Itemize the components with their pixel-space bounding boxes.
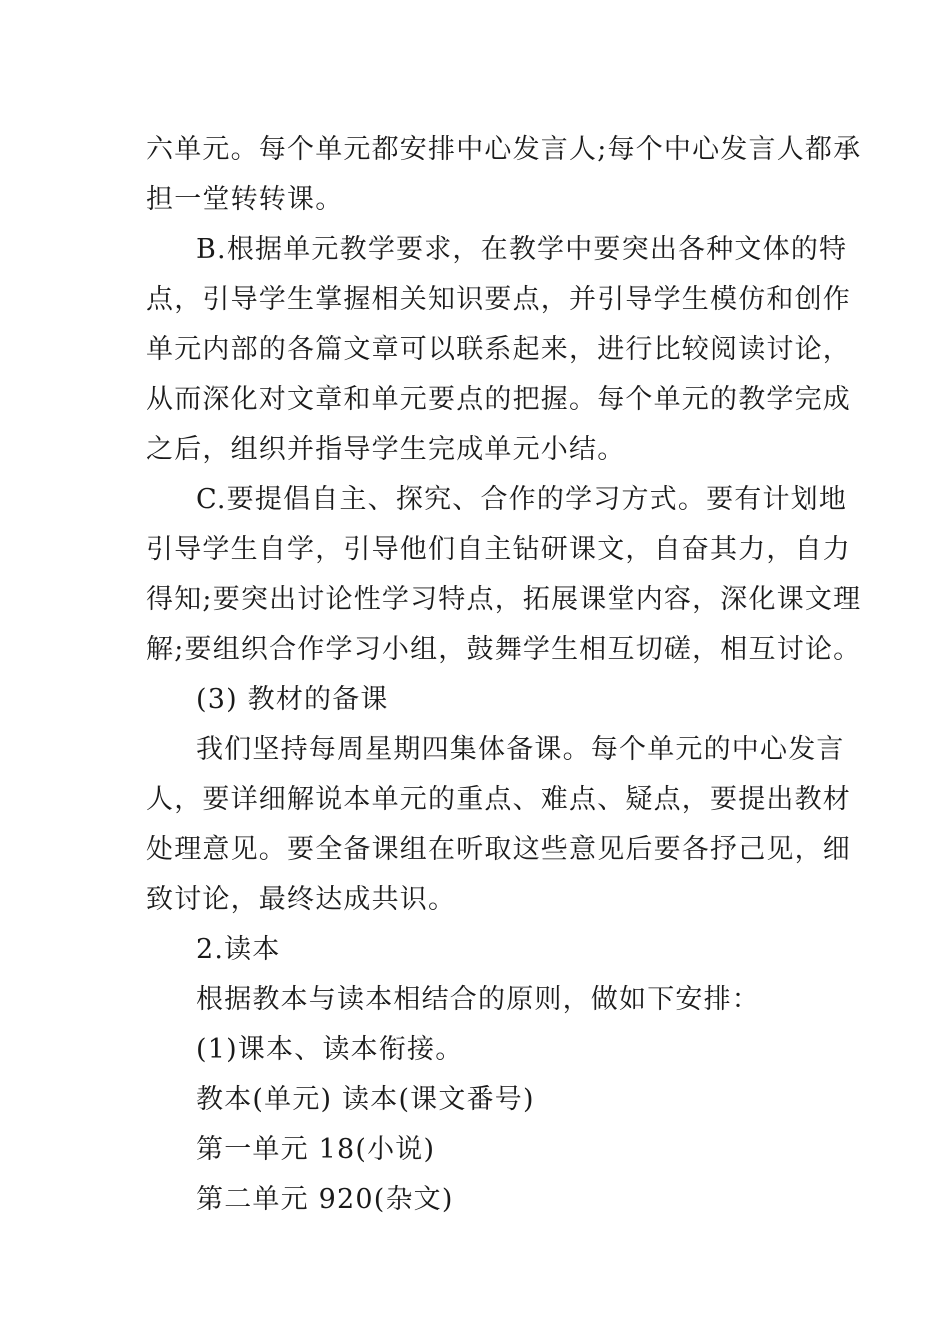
text-line: 之后，组织并指导学生完成单元小结。	[146, 434, 626, 465]
text-line: 我们坚持每周星期四集体备课。每个单元的中心发言	[196, 734, 845, 765]
section-heading: (3) 教材的备课	[196, 684, 389, 715]
text-line: 致讨论，最终达成共识。	[146, 884, 457, 915]
text-line: 引导学生自学，引导他们自主钻研课文，自奋其力，自力	[146, 534, 851, 565]
text-line: 处理意见。要全备课组在听取这些意见后要各抒己见，细	[146, 834, 851, 865]
section-heading: 2.读本	[196, 934, 281, 965]
text-line: 人，要详细解说本单元的重点、难点、疑点，要提出教材	[146, 784, 851, 815]
text-line: 解;要组织合作学习小组，鼓舞学生相互切磋，相互讨论。	[146, 634, 862, 665]
text-line: 单元内部的各篇文章可以联系起来，进行比较阅读讨论，	[146, 334, 851, 365]
text-line: B.根据单元教学要求，在教学中要突出各种文体的特	[196, 234, 848, 265]
text-line: 从而深化对文章和单元要点的把握。每个单元的教学完成	[146, 384, 851, 415]
text-line: 根据教本与读本相结合的原则，做如下安排：	[196, 984, 760, 1015]
text-line: 担一堂转转课。	[146, 184, 344, 215]
text-line: (1)课本、读本衔接。	[196, 1034, 464, 1065]
text-line: 得知;要突出讨论性学习特点，拓展课堂内容，深化课文理	[146, 584, 862, 615]
table-row: 第一单元 18(小说)	[196, 1134, 436, 1165]
table-header: 教本(单元) 读本(课文番号)	[196, 1084, 535, 1115]
text-line: C.要提倡自主、探究、合作的学习方式。要有计划地	[196, 484, 848, 515]
table-row: 第二单元 920(杂文)	[196, 1184, 454, 1215]
text-line: 点，引导学生掌握相关知识要点，并引导学生模仿和创作	[146, 284, 851, 315]
text-line: 六单元。每个单元都安排中心发言人;每个中心发言人都承	[146, 134, 862, 165]
